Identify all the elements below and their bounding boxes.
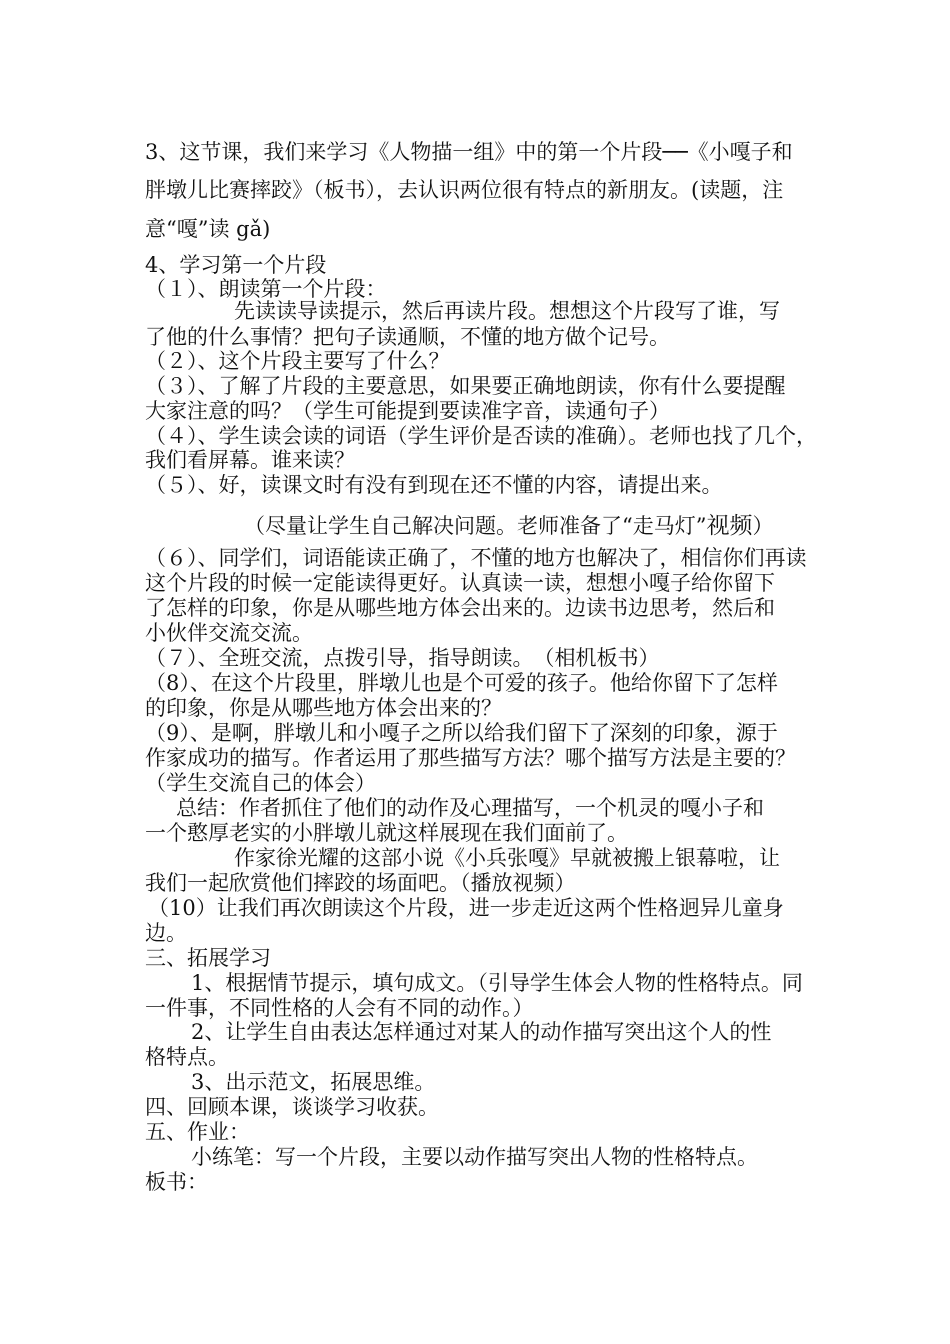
text-line: 小伙伴交流交流。	[145, 621, 313, 645]
note-text: （尽量让学生自己解决问题。老师准备了“走马灯”	[244, 514, 707, 538]
text-line: 板书：	[145, 1170, 208, 1194]
text-line: 大家注意的吗？（学生可能提到要读准字音，读通句子）	[145, 399, 670, 423]
note-line	[244, 513, 773, 539]
text-line: 的印象，你是从哪些地方体会出来的？	[145, 696, 502, 720]
text-line: （３）、了解了片段的主要意思，如果要正确地朗读，你有什么要提醒	[145, 374, 786, 398]
text-line: 我们一起欣赏他们摔跤的场面吧。（播放视频）	[145, 871, 576, 895]
text-line: （9）、是啊，胖墩儿和小嘎子之所以给我们留下了深刻的印象，源于	[145, 721, 778, 745]
section-heading: 四、回顾本课，谈谈学习收获。	[145, 1095, 439, 1119]
text-line: （７）、全班交流，点拨引导，指导朗读。 （相机板书）	[145, 646, 660, 670]
section-heading: 五、作业：	[145, 1120, 250, 1144]
text-line: 小练笔：写一个片段，主要以动作描写突出人物的性格特点。	[191, 1145, 758, 1169]
text-line: （６）、同学们，词语能读正确了，不懂的地方也解决了，相信你们再读	[145, 546, 807, 570]
text-line: 我们看屏幕。谁来读？	[145, 448, 355, 472]
text-line: （8）、在这个片段里，胖墩儿也是个可爱的孩子。他给你留下了怎样	[145, 671, 778, 695]
text-line: 3、出示范文，拓展思维。	[191, 1070, 436, 1094]
text-line: （10）让我们再次朗读这个片段，进一步走近这两个性格迥异儿童身	[148, 896, 784, 920]
text-line: 格特点。	[145, 1045, 229, 1069]
text-line: 总结：作者抓住了他们的动作及心理描写，一个机灵的嘎小子和	[176, 796, 764, 820]
text-line: 了怎样的印象，你是从哪些地方体会出来的。边读书边思考，然后和	[145, 596, 775, 620]
text-line: 作家徐光耀的这部小说《小兵张嘎》早就被搬上银幕啦，让	[234, 846, 780, 870]
text-line: 2、让学生自由表达怎样通过对某人的动作描写突出这个人的性	[191, 1020, 772, 1044]
text-line: 1、根据情节提示，填句成文。（引导学生体会人物的性格特点。同	[191, 971, 803, 995]
text-line: （１）、朗读第一个片段：	[145, 277, 387, 301]
section-heading: 三、拓展学习	[145, 946, 271, 970]
text-line: 边。	[145, 921, 187, 945]
text-line: 胖墩儿比赛摔跤》（板书），去认识两位很有特点的新朋友。(读题，注	[145, 178, 784, 202]
text-line: 意“嘎”读 gǎ)	[145, 217, 271, 241]
note-close: ）	[752, 514, 774, 538]
text-line: （２）、这个片段主要写了什么？	[145, 349, 450, 373]
text-line: 了他的什么事情？把句子读通顺，不懂的地方做个记号。	[145, 325, 670, 349]
text-line: （５）、好，读课文时有没有到现在还不懂的内容，请提出来。	[145, 473, 723, 497]
text-line: 作家成功的描写。作者运用了那些描写方法？哪个描写方法是主要的？	[145, 746, 796, 770]
text-line: 一件事，不同性格的人会有不同的动作。）	[145, 996, 534, 1020]
section-heading: 4、学习第一个片段	[145, 253, 327, 277]
note-video-word: 视频	[706, 513, 753, 539]
text-line: 一个憨厚老实的小胖墩儿就这样展现在我们面前了。	[145, 821, 628, 845]
text-line: 先读读导读提示，然后再读片段。想想这个片段写了谁，写	[234, 299, 780, 323]
text-line: 这个片段的时候一定能读得更好。认真读一读，想想小嘎子给你留下	[145, 571, 775, 595]
text-line: （学生交流自己的体会）	[145, 771, 376, 795]
text-line: 3、这节课，我们来学习《人物描一组》中的第一个片段──《小嘎子和	[145, 140, 793, 164]
text-line: （４）、学生读会读的词语（学生评价是否读的准确）。老师也找了几个，	[145, 424, 817, 448]
